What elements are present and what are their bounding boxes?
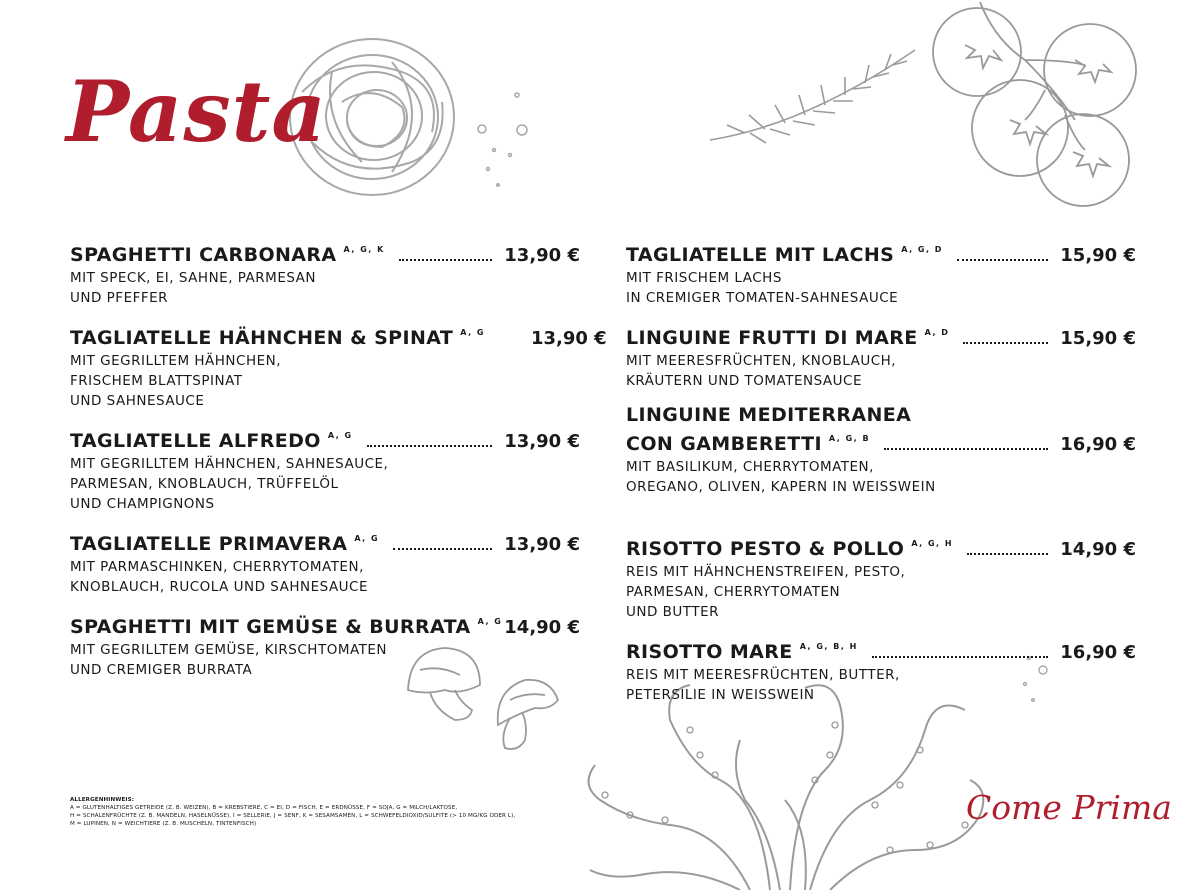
dot-leader — [367, 445, 493, 447]
menu-item — [626, 238, 1136, 308]
dot-leader — [884, 448, 1048, 450]
dish-price: 14,90 € — [1060, 539, 1136, 560]
dot-leader — [957, 259, 1048, 261]
dish-description: MIT FRISCHEM LACHS IN CREMIGER TOMATEN-SAHNESAUCE — [626, 270, 899, 306]
dish-description: MIT SPECK, EI, SAHNE, PARMESAN UND PFEFFER — [70, 270, 317, 306]
dish-name: SPAGHETTI MIT GEMÜSE & BURRATA $^{A, G}$ — [70, 616, 503, 638]
menu-item — [70, 321, 607, 411]
allergen-line: A = GLUTENHALTIGES GETREIDE (Z. B. WEIZEN), B = KREBSTIERE, C = EI, D = FISCH, E = ERDNÜSSE, F = SOJA, G = MILCH/LAKTOSE, — [70, 805, 458, 811]
menu-item — [626, 321, 1136, 391]
dish-price: 15,90 € — [1060, 245, 1136, 266]
dish-price: 13,90 € — [530, 328, 607, 349]
allergen-line: M = LUPINEN, N = WEICHTIERE (Z. B. MUSCHELN, TINTENFISCH) — [70, 821, 257, 827]
dot-leader — [399, 259, 492, 261]
allergen-codes: A, G, B — [828, 434, 871, 443]
allergen-codes: A, G — [460, 328, 485, 337]
dot-leader — [967, 553, 1048, 555]
menu-item — [626, 404, 1136, 497]
dish-description: MIT BASILIKUM, CHERRYTOMATEN, OREGANO, OLIVEN, KAPERN IN WEISSWEIN — [626, 459, 936, 495]
allergen-codes: A, G, B, H — [799, 642, 858, 651]
dish-description: MIT GEGRILLTEM GEMÜSE, KIRSCHTOMATEN UND CREMIGER BURRATA — [70, 642, 388, 678]
dish-name: TAGLIATELLE MIT LACHS $^{A, G, D}$ — [626, 244, 943, 266]
allergen-codes: A, G — [327, 431, 353, 440]
restaurant-logo: Come Prima — [966, 788, 1172, 827]
dish-description: MIT MEERESFRÜCHTEN, KNOBLAUCH, KRÄUTERN UND TOMATENSAUCE — [626, 353, 897, 389]
allergen-codes: A, G — [354, 534, 380, 543]
dish-price: 13,90 € — [504, 431, 580, 452]
dish-description: REIS MIT HÄHNCHENSTREIFEN, PESTO, PARMESAN, CHERRYTOMATEN UND BUTTER — [626, 564, 906, 620]
dish-name-line1: LINGUINE MEDITERRANEA — [626, 404, 912, 426]
menu-item — [70, 424, 580, 514]
rosemary-icon — [705, 45, 920, 155]
dish-name: TAGLIATELLE ALFREDO $^{A, G}$ — [70, 430, 353, 452]
dish-description: MIT GEGRILLTEM HÄHNCHEN, SAHNESAUCE, PARMESAN, KNOBLAUCH, TRÜFFELÖL UND CHAMPIGNONS — [70, 456, 389, 512]
dish-name: SPAGHETTI CARBONARA $^{A, G, K}$ — [70, 244, 385, 266]
dish-name: CON GAMBERETTI $^{A, G, B}$ — [626, 433, 871, 455]
dish-price: 16,90 € — [1060, 642, 1136, 663]
dish-description: MIT GEGRILLTEM HÄHNCHEN, FRISCHEM BLATTSPINAT UND SAHNESAUCE — [70, 353, 282, 409]
allergen-line: H = SCHALENFRÜCHTE (Z. B. MANDELN, HASELNÜSSE), I = SELLERIE, J = SENF, K = SESAMSAMEN, L = SCHWEFELDIOXID/SULFITE (> 10 MG/KG ODER L), — [70, 813, 516, 819]
dish-name: TAGLIATELLE PRIMAVERA $^{A, G}$ — [70, 533, 380, 555]
dish-name: TAGLIATELLE HÄHNCHEN & SPINAT $^{A, G}$ — [70, 327, 485, 349]
dot-leader — [872, 656, 1048, 658]
allergen-codes: A, G, D — [901, 245, 943, 254]
allergen-note — [70, 796, 540, 828]
menu-item — [70, 610, 580, 680]
dish-name: LINGUINE FRUTTI DI MARE $^{A, D}$ — [626, 327, 950, 349]
tomatoes-icon — [925, 0, 1155, 215]
dish-name: RISOTTO PESTO & POLLO $^{A, G, H}$ — [626, 538, 954, 560]
menu-item — [626, 532, 1136, 622]
allergen-codes: A, G — [477, 617, 503, 626]
pepper-dots-icon — [470, 85, 540, 195]
dish-price: 14,90 € — [504, 617, 580, 638]
allergen-heading: ALLERGENHINWEIS: — [70, 797, 135, 803]
dish-description: MIT PARMASCHINKEN, CHERRYTOMATEN, KNOBLAUCH, RUCOLA UND SAHNESAUCE — [70, 559, 369, 595]
dish-price: 15,90 € — [1060, 328, 1136, 349]
page-title: Pasta — [66, 62, 327, 161]
menu-column-left — [70, 238, 607, 693]
dish-price: 13,90 € — [504, 245, 580, 266]
menu-item — [626, 635, 1136, 705]
dot-leader — [963, 342, 1048, 344]
menu-column-right — [626, 238, 1136, 718]
dot-leader — [393, 548, 492, 550]
menu-item — [70, 527, 580, 597]
allergen-codes: A, G, K — [343, 245, 385, 254]
dish-price: 16,90 € — [1060, 434, 1136, 455]
dish-description: REIS MIT MEERESFRÜCHTEN, BUTTER, PETERSILIE IN WEISSWEIN — [626, 667, 900, 703]
allergen-codes: A, D — [924, 328, 950, 337]
allergen-codes: A, G, H — [911, 539, 954, 548]
dish-name: RISOTTO MARE $^{A, G, B, H}$ — [626, 641, 858, 663]
menu-item — [70, 238, 580, 308]
dish-price: 13,90 € — [504, 534, 580, 555]
